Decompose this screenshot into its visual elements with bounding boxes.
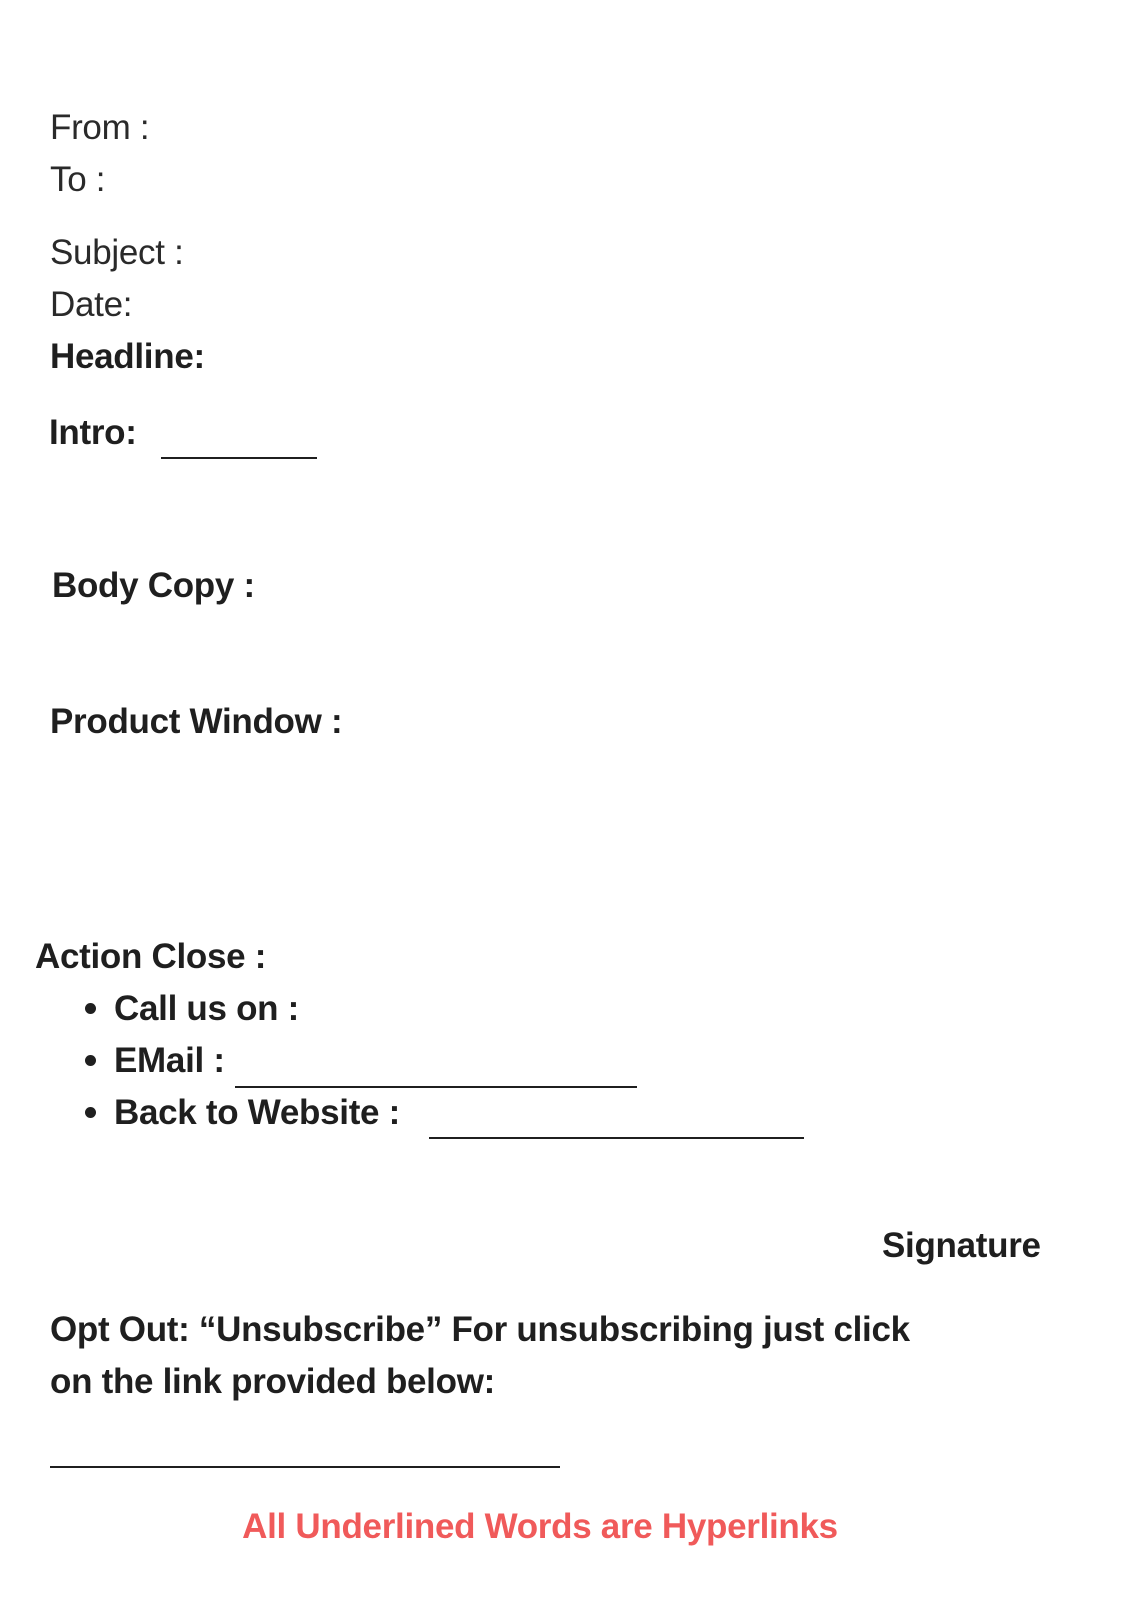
intro-blank-line[interactable] — [161, 457, 317, 459]
bullet-icon — [85, 1003, 96, 1014]
bullet-icon — [85, 1107, 96, 1118]
website-blank-line[interactable] — [429, 1137, 804, 1139]
opt-out-line-2: on the link provided below: — [50, 1362, 495, 1401]
unsubscribe-link-line[interactable] — [50, 1466, 560, 1468]
headline-label: Headline: — [50, 337, 205, 376]
website-label: Back to Website : — [114, 1093, 400, 1132]
to-label: To : — [50, 160, 106, 199]
email-blank-line[interactable] — [235, 1086, 637, 1088]
product-window-label: Product Window : — [50, 702, 343, 741]
opt-out-line-1: Opt Out: “Unsubscribe” For unsubscribing just click — [50, 1310, 910, 1349]
from-label: From : — [50, 108, 150, 147]
email-label: EMail : — [114, 1041, 225, 1080]
signature-label: Signature — [882, 1226, 1041, 1265]
subject-label: Subject : — [50, 233, 184, 272]
body-copy-label: Body Copy : — [52, 566, 255, 605]
hyperlink-note: All Underlined Words are Hyperlinks — [242, 1507, 838, 1546]
action-close-label: Action Close : — [35, 937, 267, 976]
date-label: Date: — [50, 285, 133, 324]
bullet-icon — [85, 1055, 96, 1066]
call-us-label: Call us on : — [114, 989, 300, 1028]
intro-label: Intro: — [49, 413, 137, 452]
